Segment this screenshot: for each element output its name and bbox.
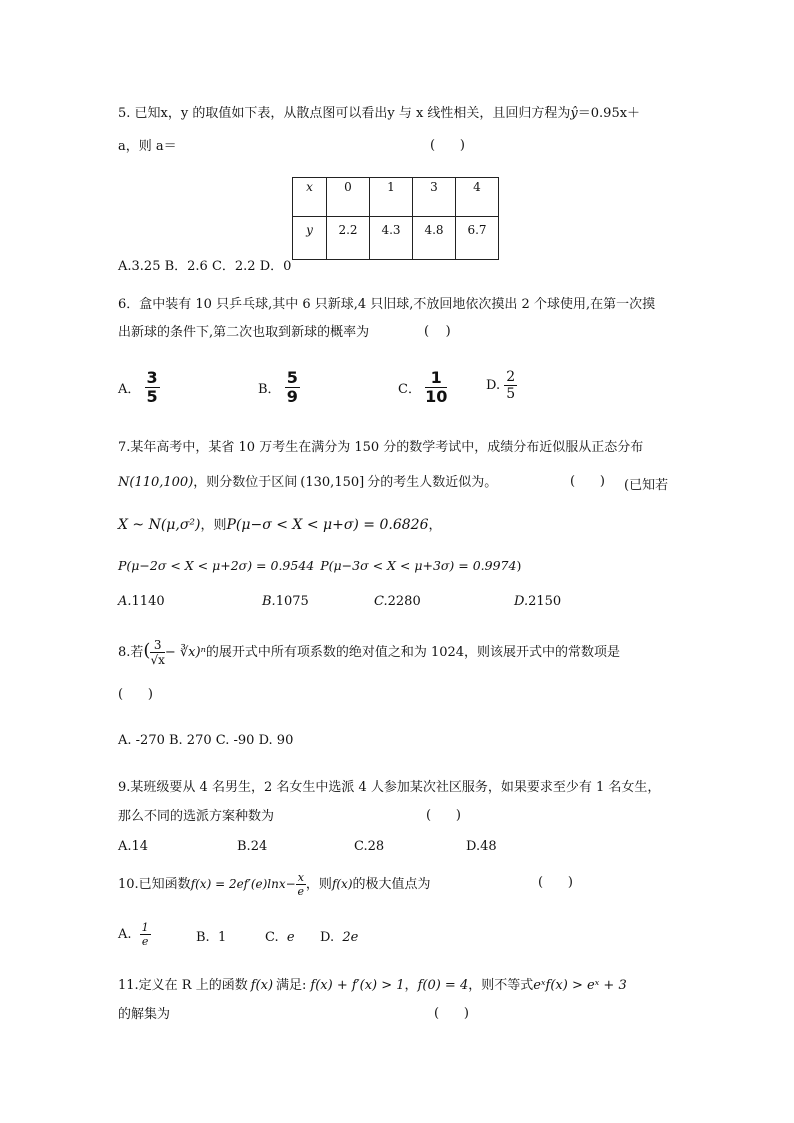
table-row-y: [293, 217, 499, 260]
q7-text: ，: [428, 518, 442, 533]
option-label: D.: [486, 378, 501, 393]
q6-line2: 出新球的条件下,第二次也取到新球的概率为: [118, 325, 370, 340]
q6-option-c: [398, 370, 447, 405]
q11-text: ，则不等式: [468, 978, 534, 993]
q11-line1: [118, 977, 627, 995]
q10-option-d: D. 2e: [320, 930, 359, 945]
table-cell: 4.3: [370, 217, 413, 260]
table-row-x: [293, 178, 499, 217]
q7-text: ，则: [200, 518, 227, 533]
fraction: $\frac{5}{9}$: [286, 368, 298, 406]
fraction: $\frac{1}{10}$: [425, 368, 448, 406]
table-cell-y-label: y: [293, 217, 327, 260]
q10-prefix: 10.已知函数: [118, 877, 191, 892]
table-cell: 1: [370, 178, 413, 217]
fraction: $\frac{2}{5}$: [506, 369, 516, 402]
q10-option-a: A. $\frac{1}{e}$: [118, 921, 149, 948]
q11-text: 11.定义在 R 上的函数: [118, 978, 248, 993]
q8-expression: − ∛x)ⁿ: [164, 645, 206, 660]
q10-answer-paren: ( ): [538, 875, 573, 890]
q9-option-b: B.24: [237, 839, 268, 854]
q7-text: 分的考生人数近似为。: [367, 475, 498, 490]
q11-fx: f(x): [250, 978, 274, 993]
q8-stem: 的展开式中所有项系数的绝对值之和为 1024，则该展开式中的常数项是: [205, 645, 621, 660]
q7-normal-dist: N(110,100): [118, 475, 194, 490]
q10-text: ，则: [305, 877, 332, 892]
q7-option-b: B.1075: [262, 594, 309, 609]
table-cell: 4: [456, 178, 499, 217]
q10-fx: f(x): [331, 877, 353, 891]
q6-option-d: [486, 370, 517, 401]
table-cell: 6.7: [456, 217, 499, 260]
q11-text: ，: [404, 978, 418, 993]
option-label: B．: [258, 382, 281, 397]
q6-line1: 6．盒中装有 10 只乒乓球,其中 6 只新球,4 只旧球,不放回地依次摸出 2 个球使用,在第一次摸: [118, 297, 656, 312]
q10-option-c: C. e: [265, 930, 295, 945]
q10-function: f(x) = 2ef′(e)lnx−: [190, 877, 296, 891]
q11-inequality: eˣf(x) > eˣ + 3: [533, 978, 627, 993]
q7-line4: [118, 557, 521, 575]
q6-option-a: [118, 370, 160, 405]
table-cell: 3: [413, 178, 456, 217]
q7-answer-paren: ( ): [570, 474, 605, 489]
fraction: $\frac{1}{e}$: [141, 921, 149, 948]
q7-line2: [118, 474, 497, 492]
table-cell: 0: [327, 178, 370, 217]
q7-option-a: A.1140: [118, 594, 165, 609]
q8-line1: 8.若( $\frac{3}{√x}$ − ∛x)ⁿ的展开式中所有项系数的绝对值之和为 1024，则该展开式中的常数项是: [118, 638, 621, 667]
table-cell: 2.2: [327, 217, 370, 260]
q5-stem: 5. 已知x，y 的取值如下表，从散点图可以看出y 与 x 线性相关，且回归方程为: [118, 106, 571, 121]
q7-given: (已知若: [624, 478, 669, 493]
q7-option-d: D.2150: [514, 594, 562, 609]
q9-option-d: D.48: [466, 839, 497, 854]
q8-options: A. -270 B. 270 C. -90 D. 90: [118, 733, 294, 748]
q7-option-c: C.2280: [374, 594, 421, 609]
q11-condition-2: f(0) = 4: [417, 978, 469, 993]
q9-line1: 9.某班级要从 4 名男生，2 名女生中选派 4 人参加某次社区服务，如果要求至少有 1 名女生，: [118, 780, 661, 795]
fraction: $\frac{3}{√x}$: [150, 638, 165, 667]
q6-answer-paren: ( ): [424, 324, 451, 339]
q9-line2: 那么不同的选派方案种数为: [118, 809, 275, 824]
table-cell: 4.8: [413, 217, 456, 260]
q8-answer-paren: ( ): [118, 687, 153, 702]
q7-interval: (130,150]: [300, 475, 365, 490]
q5-line2: a，则 a＝: [118, 139, 177, 154]
q7-prob-3: P(μ−3σ < X < μ+3σ) = 0.9974: [320, 558, 517, 573]
q5-yhat: ŷ: [570, 106, 578, 121]
q5-answer-paren: ( ): [430, 138, 465, 153]
q11-text: 满足:: [276, 978, 307, 993]
q5-equation-tail: ＝0.95x＋: [577, 106, 641, 121]
q10-option-b: B. 1: [196, 930, 227, 945]
q10-line1: [118, 866, 431, 903]
q8-prefix: 8.若: [118, 645, 144, 660]
q7-text: ，则分数位于区间: [193, 475, 298, 490]
q7-prob-2: P(μ−2σ < X < μ+2σ) = 0.9544: [118, 558, 315, 573]
option-label: C．: [398, 382, 421, 397]
q11-condition-1: f(x) + f′(x) > 1: [310, 978, 405, 993]
q11-line2: 的解集为: [118, 1007, 171, 1022]
q9-option-c: C.28: [354, 839, 385, 854]
q7-text: ): [516, 558, 522, 573]
q7-line1: 7.某年高考中，某省 10 万考生在满分为 150 分的数学考试中，成绩分布近似服从正态分布: [118, 440, 644, 455]
q7-line3: [118, 516, 442, 535]
q5-xy-table: [292, 177, 499, 260]
q7-random-variable: X ~ N(μ,σ²): [118, 517, 201, 533]
fraction: $\frac{3}{5}$: [146, 368, 158, 406]
q10-text: 的极大值点为: [352, 877, 431, 892]
q11-answer-paren: ( ): [434, 1006, 469, 1021]
q9-answer-paren: ( ): [426, 808, 461, 823]
q6-option-b: [258, 370, 300, 405]
q9-option-a: A.14: [118, 839, 149, 854]
option-label: A．: [118, 382, 141, 397]
q5-line1: [118, 105, 640, 123]
q5-options: A.3.25 B．2.6 C．2.2 D．0: [118, 259, 292, 274]
table-cell-x-label: x: [293, 178, 327, 217]
q7-prob-1: P(μ−σ < X < μ+σ) = 0.6826: [226, 517, 429, 533]
fraction: $\frac{x}{e}$: [297, 871, 305, 898]
